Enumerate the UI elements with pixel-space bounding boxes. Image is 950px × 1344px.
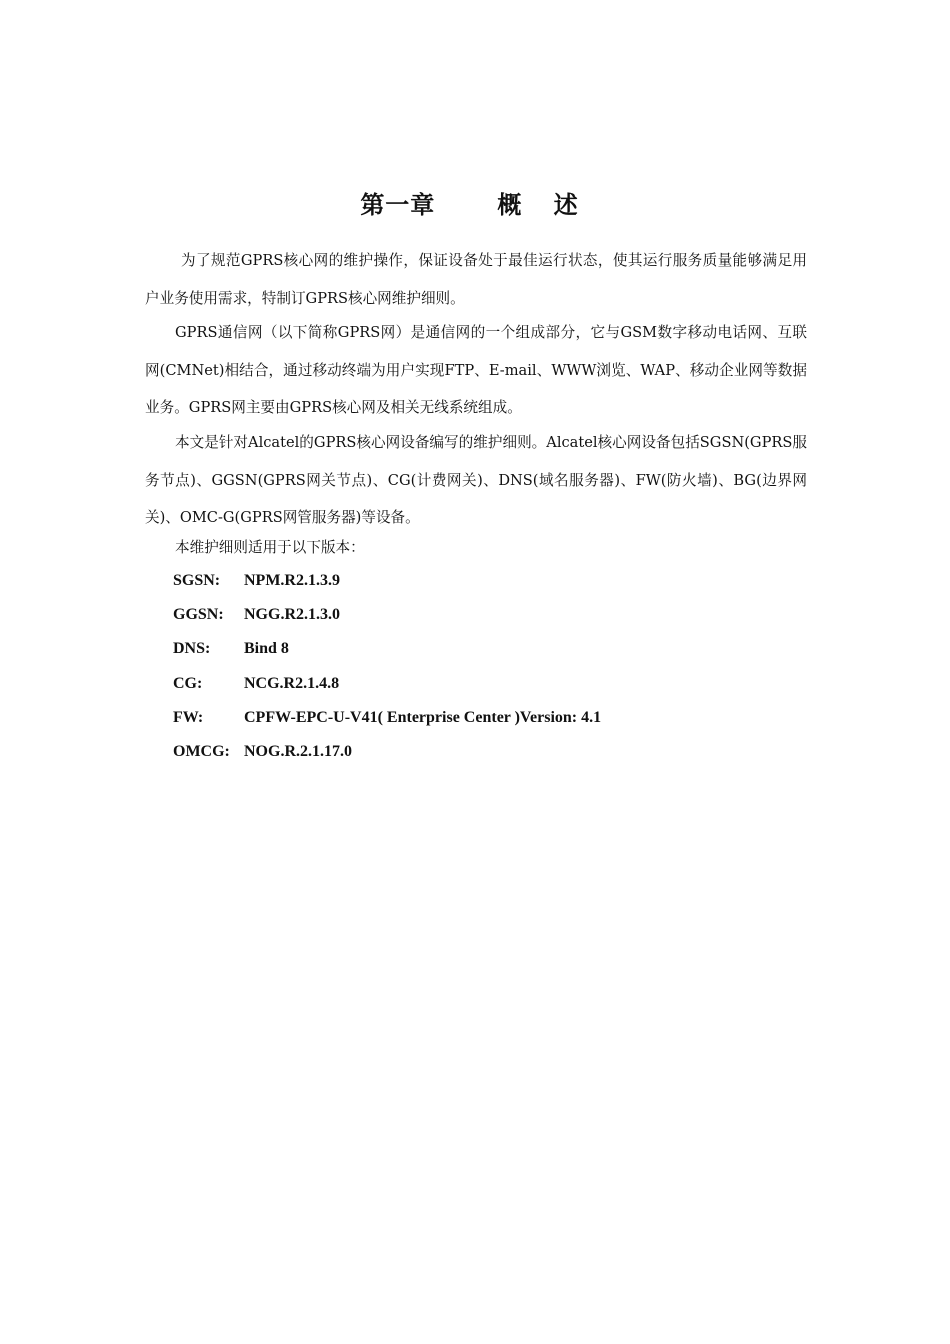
paragraph-alcatel-equipment: 本文是针对Alcatel的GPRS核心网设备编写的维护细则。Alcatel核心网设备包括SGSN(GPRS服务节点)、GGSN(GPRS网关节点)、CG(计费网关)、DNS(域名服务器)、FW(防火墙)、BG(边界网关)、OMC-G(GPRS网管服务器)等设备。: [145, 434, 807, 526]
version-value: CPFW-EPC-U-V41( Enterprise Center )Version: 4.1: [244, 708, 602, 726]
version-row-omcg: [173, 735, 601, 769]
version-label: OMCG:: [173, 742, 230, 760]
version-label: FW:: [173, 708, 204, 726]
version-row-ggsn: [173, 598, 601, 632]
version-label: GGSN:: [173, 606, 224, 624]
version-value: NOG.R.2.1.17.0: [244, 742, 352, 760]
version-label: CG:: [173, 674, 203, 692]
version-value: NPM.R2.1.3.9: [244, 572, 340, 589]
version-value: Bind 8: [244, 640, 289, 658]
version-row-fw: [173, 701, 601, 735]
version-value: NCG.R2.1.4.8: [244, 674, 340, 692]
paragraph-versions-intro: 本维护细则适用于以下版本：: [175, 539, 365, 556]
version-label: DNS:: [173, 640, 211, 658]
version-row-sgsn: [173, 564, 601, 598]
version-value: NGG.R2.1.3.0: [244, 606, 340, 624]
paragraph-purpose: 为了规范GPRS核心网的维护操作，保证设备处于最佳运行状态，使其运行服务质量能够满足用户业务使用需求，特制订GPRS核心网维护细则。: [145, 252, 807, 307]
version-row-cg: [173, 667, 601, 701]
version-list: [173, 564, 601, 769]
version-label: SGSN:: [173, 572, 221, 589]
paragraph-gprs-network: GPRS通信网（以下简称GPRS网）是通信网的一个组成部分，它与GSM数字移动电话网、互联网(CMNet)相结合，通过移动终端为用户实现FTP、E-mail、WWW浏览、WAP、移动企业网等数据业务。GPRS网主要由GPRS核心网及相关无线系统组成。: [145, 324, 807, 416]
chapter-heading: [0, 188, 950, 222]
version-row-dns: [173, 632, 601, 666]
chapter-title: 概 述: [497, 190, 590, 219]
chapter-number: 第一章: [360, 190, 436, 219]
